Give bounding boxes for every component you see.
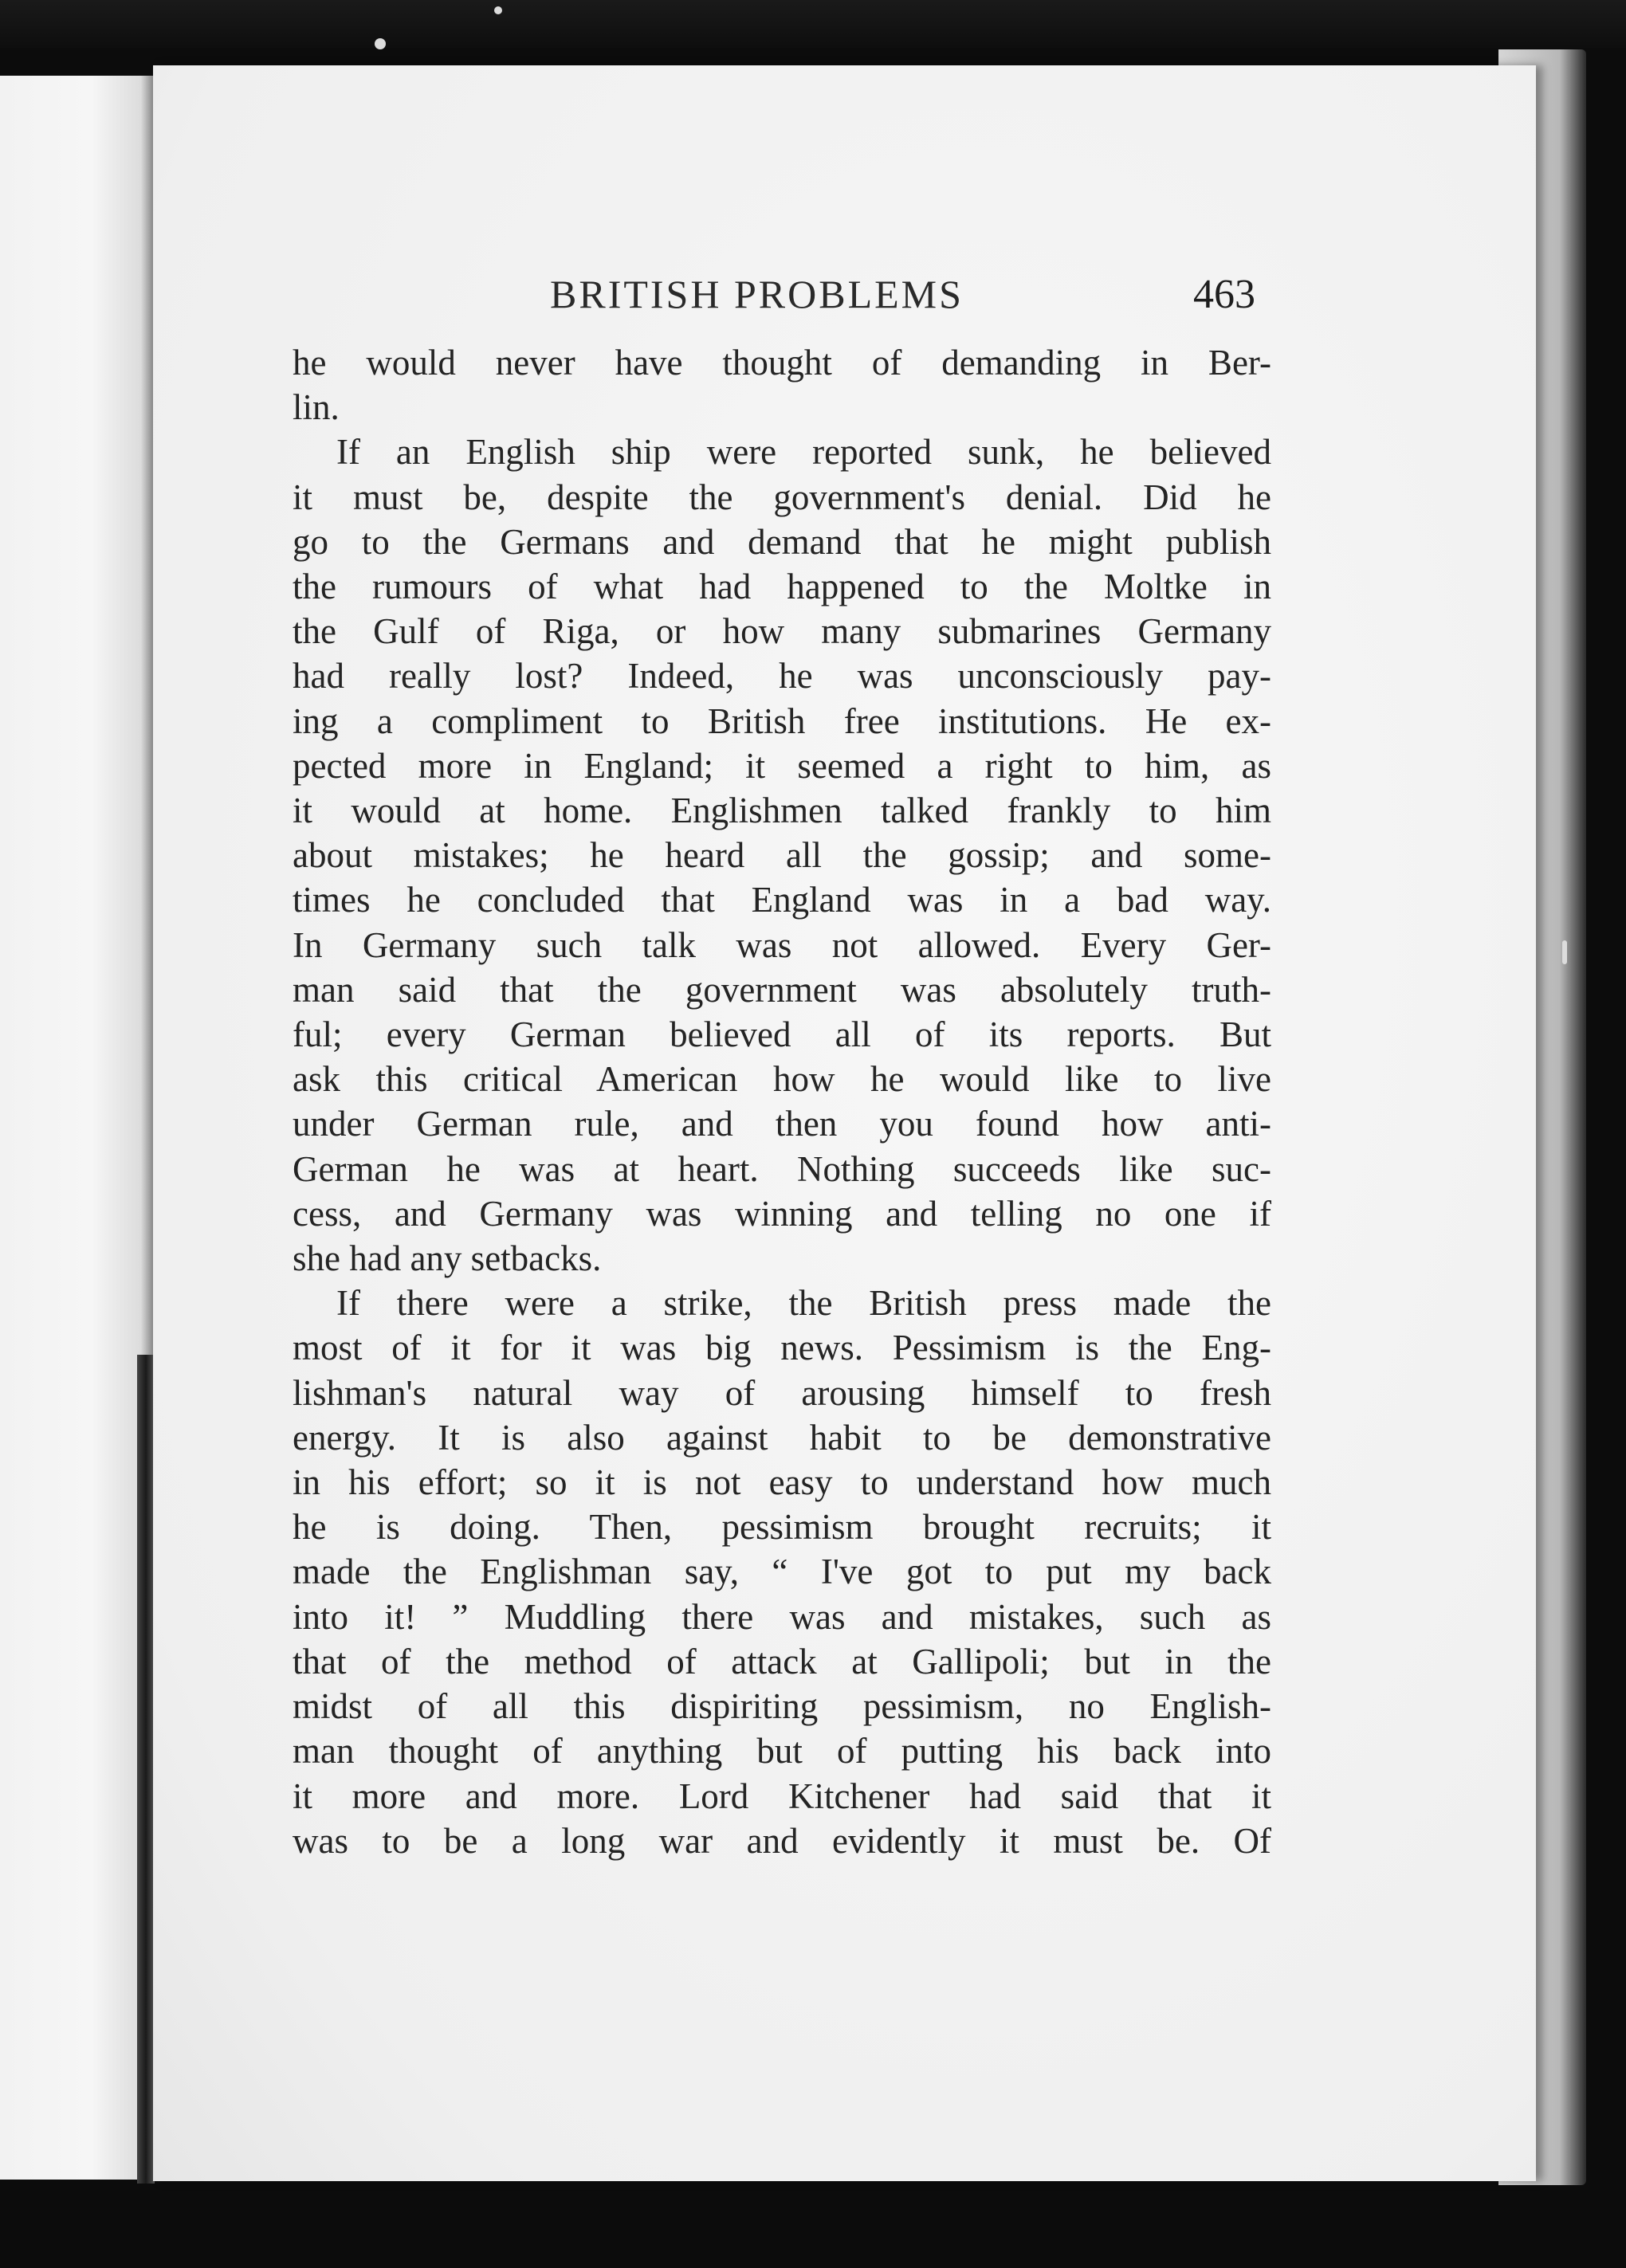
text-line: into it! ” Muddling there was and mistakes, such as — [293, 1596, 1271, 1637]
text-line: was to be a long war and evidently it must be. Of — [293, 1820, 1271, 1861]
text-line: that of the method of attack at Gallipoli; but in the — [293, 1641, 1271, 1681]
text-line: go to the Germans and demand that he might publish — [293, 521, 1271, 562]
text-line: it more and more. Lord Kitchener had said that it — [293, 1776, 1271, 1816]
paragraph-first-line: If there were a strike, the British press made the — [336, 1283, 1271, 1324]
text-line: lin. — [293, 387, 340, 428]
text-line: man said that the government was absolutely truth- — [293, 969, 1271, 1010]
text-line: had really lost? Indeed, he was unconsciously pay- — [293, 656, 1271, 696]
text-line: In Germany such talk was not allowed. Every Ger- — [293, 924, 1271, 965]
book-page — [153, 65, 1536, 2181]
dust-speck — [375, 38, 386, 49]
text-line: man thought of anything but of putting his back into — [293, 1731, 1271, 1772]
text-line: it must be, despite the government's denial. Did he — [293, 477, 1271, 517]
text-line: midst of all this dispiriting pessimism, no English- — [293, 1686, 1271, 1727]
text-line: times he concluded that England was in a bad way. — [293, 880, 1271, 920]
text-line: ful; every German believed all of its reports. But — [293, 1014, 1271, 1055]
text-line: about mistakes; he heard all the gossip; and some- — [293, 835, 1271, 876]
paragraph-first-line: If an English ship were reported sunk, he believed — [336, 432, 1271, 473]
body-text — [293, 340, 1271, 1863]
text-line: German he was at heart. Nothing succeeds like suc- — [293, 1148, 1271, 1189]
text-line: he is doing. Then, pessimism brought recruits; it — [293, 1507, 1271, 1548]
text-line: he would never have thought of demanding in Ber- — [293, 343, 1271, 383]
page-number: 463 — [1193, 272, 1255, 317]
dust-speck — [494, 6, 502, 14]
text-line: cess, and Germany was winning and telling no one if — [293, 1193, 1271, 1234]
text-line: under German rule, and then you found how anti- — [293, 1104, 1271, 1144]
text-line: she had any setbacks. — [293, 1238, 602, 1279]
text-line: ask this critical American how he would like to live — [293, 1059, 1271, 1100]
text-line: the Gulf of Riga, or how many submarines Germany — [293, 611, 1271, 652]
dust-speck — [1562, 940, 1567, 964]
text-line: in his effort; so it is not easy to understand how much — [293, 1462, 1271, 1503]
running-head: BRITISH PROBLEMS — [550, 272, 964, 316]
text-line: ing a compliment to British free institutions. He ex- — [293, 700, 1271, 741]
text-line: lishman's natural way of arousing himself to fresh — [293, 1372, 1271, 1413]
text-line: the rumours of what had happened to the Moltke in — [293, 567, 1271, 607]
book-gutter — [137, 1355, 155, 2184]
scanner-background — [0, 0, 1626, 48]
text-line: it would at home. Englishmen talked frankly to him — [293, 791, 1271, 831]
text-line: made the Englishman say, “ I've got to put my back — [293, 1552, 1271, 1592]
facing-page-edge — [0, 76, 153, 2180]
text-line: pected more in England; it seemed a right to him, as — [293, 745, 1271, 786]
text-line: most of it for it was big news. Pessimism is the Eng- — [293, 1328, 1271, 1368]
text-line: energy. It is also against habit to be demonstrative — [293, 1417, 1271, 1458]
